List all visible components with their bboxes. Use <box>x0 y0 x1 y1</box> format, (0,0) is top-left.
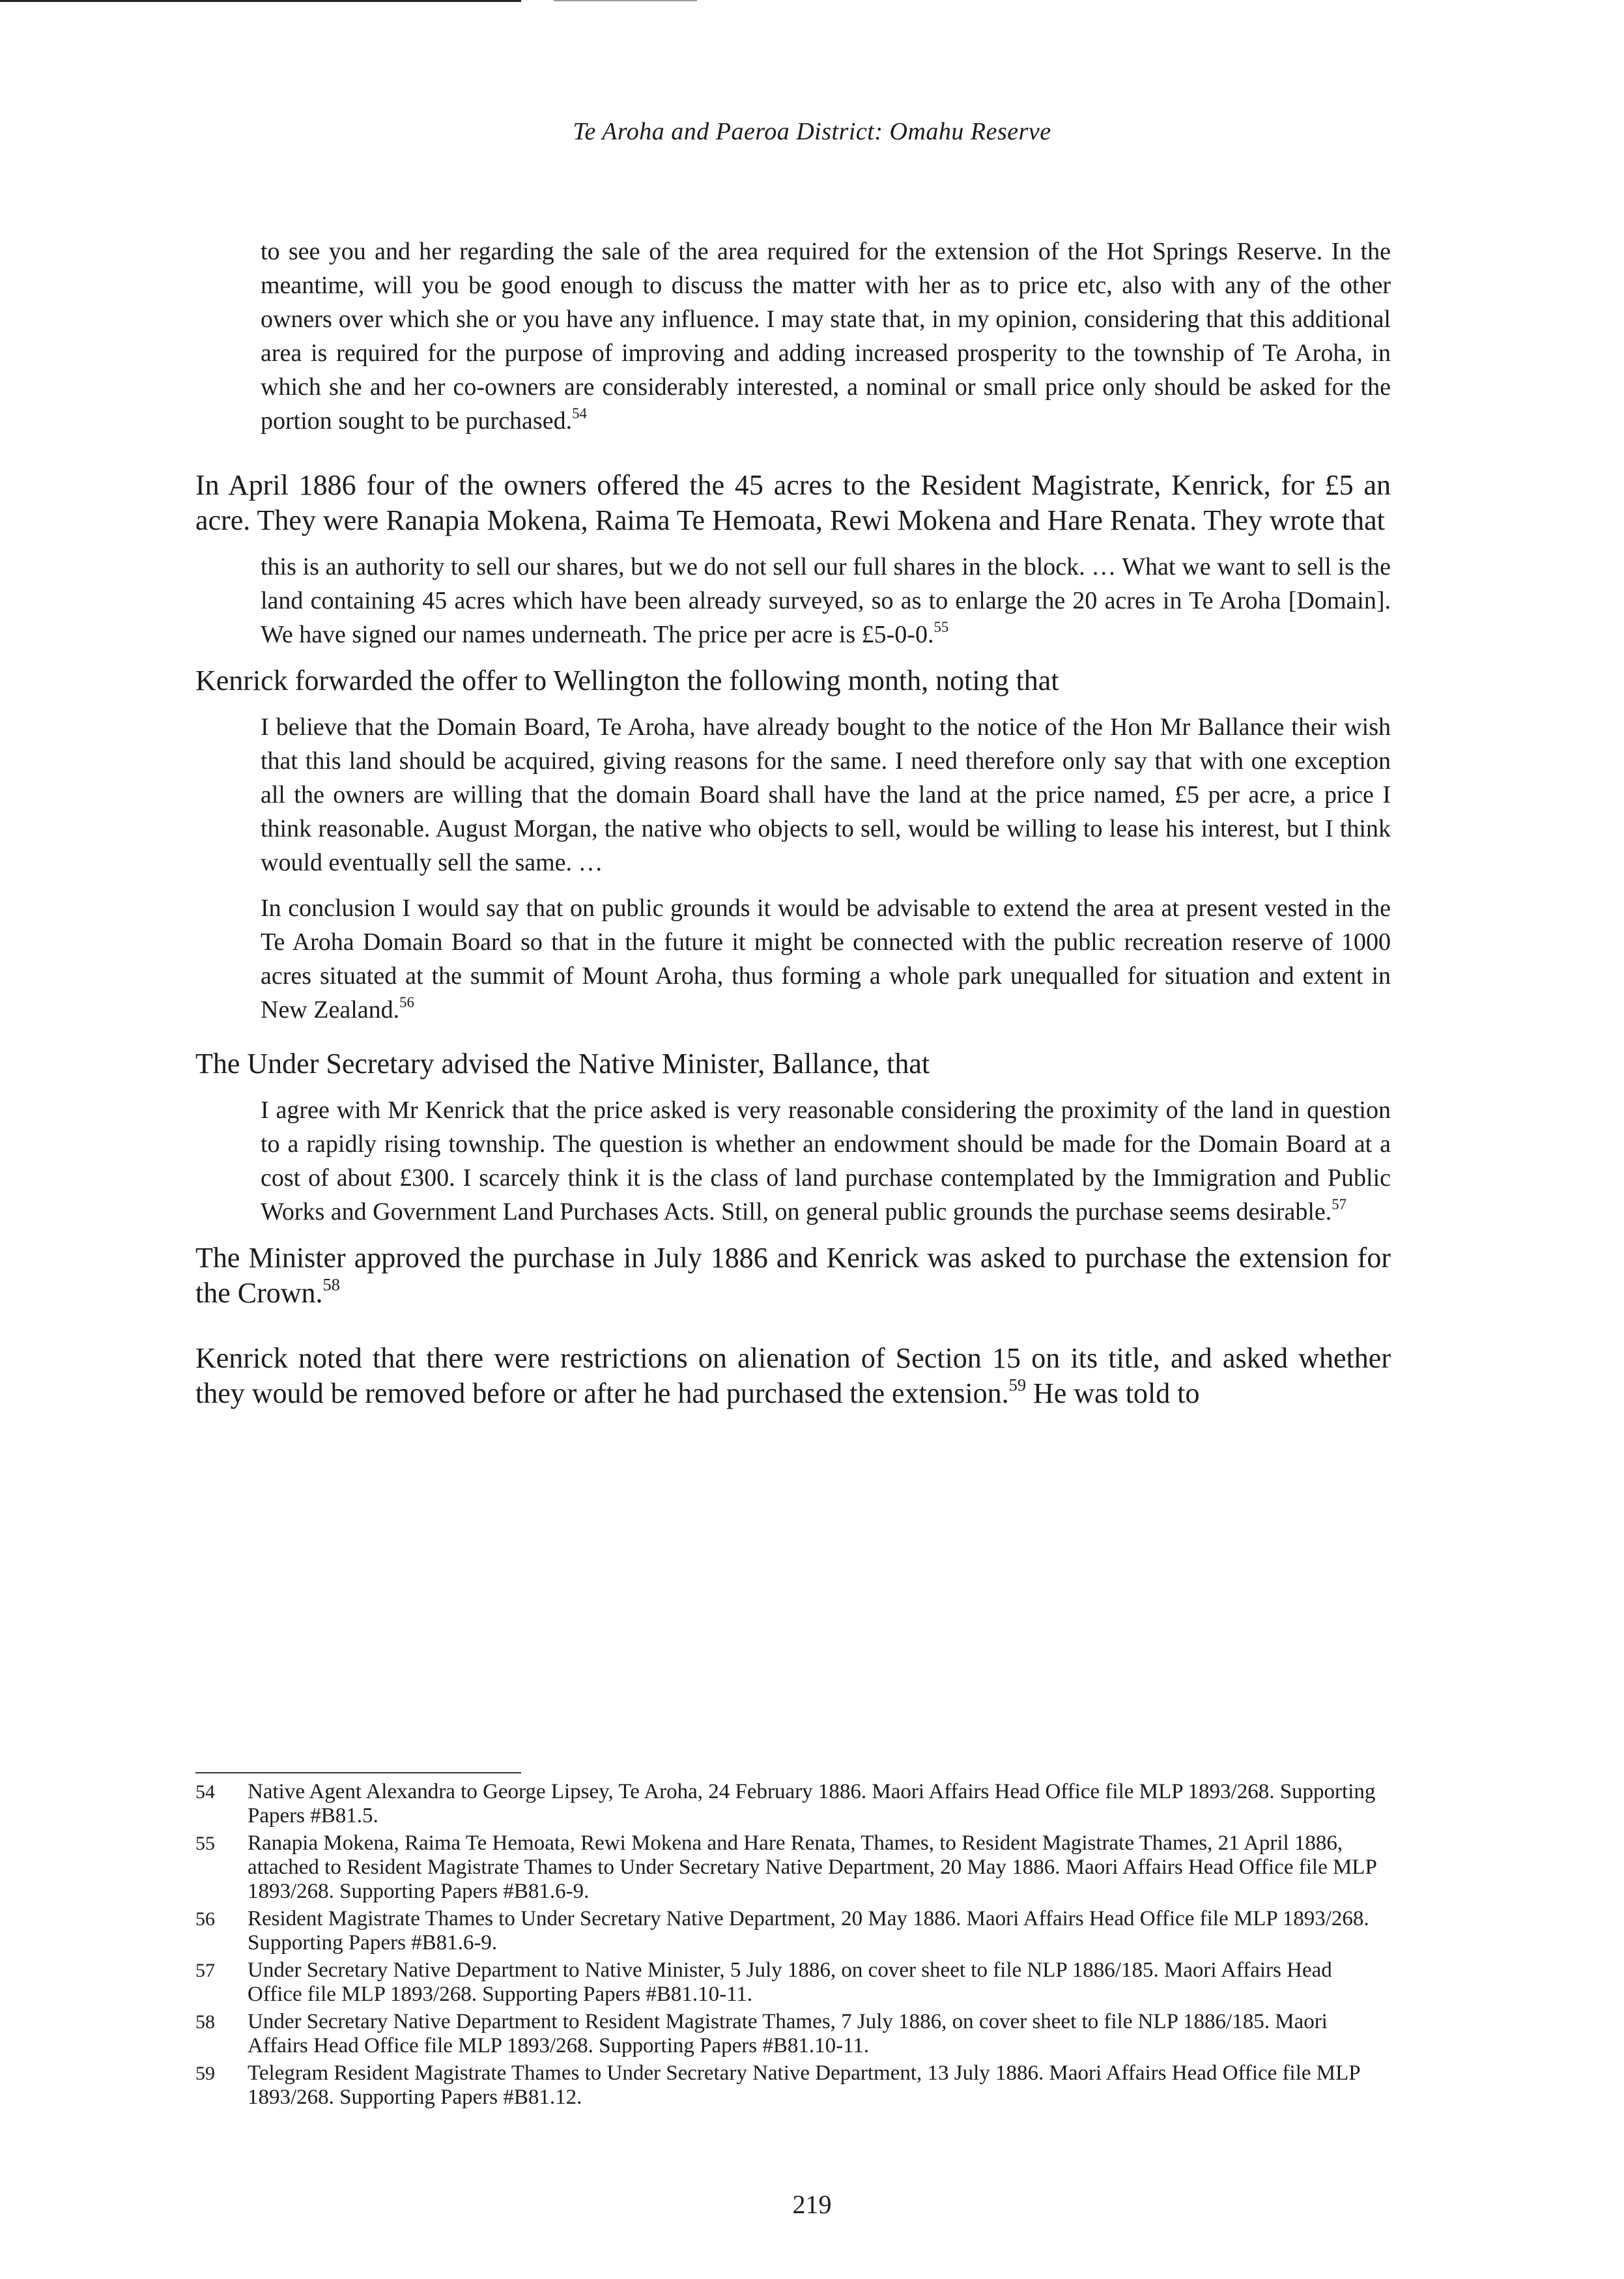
main-text <box>195 235 1391 1411</box>
footnote-number: 58 <box>195 2011 215 2033</box>
footnote-text: Resident Magistrate Thames to Under Secretary Native Department, 20 May 1886. Maori Affairs Head Office file MLP 1893/268. Supporting Papers #B81.6-9. <box>248 1907 1369 1955</box>
footnote-text: Telegram Resident Magistrate Thames to Under Secretary Native Department, 13 July 1886. Maori Affairs Head Office file MLP 1893/268. Supporting Papers #B81.12. <box>248 2061 1360 2109</box>
footnote-ref: 58 <box>322 1274 340 1295</box>
footnote <box>195 2061 1391 2110</box>
footnote-ref: 54 <box>572 405 587 422</box>
body-paragraph: In April 1886 four of the owners offered the 45 acres to the Resident Magistrate, Kenrick, for £5 an acre. They were Ranapia Mokena, Raima Te Hemoata, Rewi Mokena and Hare Renata. They wrote that <box>195 469 1391 536</box>
footnote-text: Native Agent Alexandra to George Lipsey, Te Aroha, 24 February 1886. Maori Affairs Head Office file MLP 1893/268. Supporting Papers #B81.5. <box>248 1780 1376 1828</box>
footnote-ref: 59 <box>1008 1375 1027 1395</box>
footnote-text: Ranapia Mokena, Raima Te Hemoata, Rewi Mokena and Hare Renata, Thames, to Resident Magistrate Thames, 21 April 1886, attached to Resident Magistrate Thames to Under Secretary Native Department, 20 May 1886. Maori Affairs Head Office file MLP 1893/268. Supporting Papers #B81.6-9. <box>248 1831 1376 1903</box>
block-quote: I believe that the Domain Board, Te Aroha, have already bought to the notice of the Hon Mr Ballance their wish that this land should be acquired, giving reasons for the same. I need therefore only say that with one exception all the owners are willing that the domain Board shall have the land at the price named, £5 per acre, a price I think reasonable. August Morgan, the native who objects to sell, would be willing to lease his interest, but I think would eventually sell the same. … <box>261 713 1391 876</box>
block-quote: In conclusion I would say that on public grounds it would be advisable to extend the area at present vested in the Te Aroha Domain Board so that in the future it might be connected with the public recreation reserve of 1000 acres situated at the summit of Mount Aroha, thus forming a whole park unequalled for situation and extent in New Zealand.$^{56}$ <box>261 895 1391 1024</box>
body-paragraph: Kenrick forwarded the offer to Wellington the following month, noting that <box>195 665 1059 696</box>
footnote-text: Under Secretary Native Department to Native Minister, 5 July 1886, on cover sheet to file NLP 1886/185. Maori Affairs Head Office file MLP 1893/268. Supporting Papers #B81.10-11. <box>248 1958 1332 2006</box>
footnote-number: 56 <box>195 1908 215 1930</box>
page-number: 219 <box>792 2190 832 2219</box>
footnote-rule <box>195 1772 521 1773</box>
top-rule <box>0 0 521 2</box>
body-paragraph: The Under Secretary advised the Native Minister, Ballance, that <box>195 1048 930 1080</box>
footnote-number: 59 <box>195 2063 215 2084</box>
body-paragraph: Kenrick noted that there were restrictions on alienation of Section 15 on its title, and asked whether they would be removed before or after he had purchased the extension.$^{59}$ He was told to <box>195 1342 1391 1409</box>
footnotes <box>195 1772 1391 2113</box>
footnote-number: 54 <box>195 1781 215 1803</box>
footnote <box>195 2010 1391 2058</box>
top-rule-fragment <box>554 0 697 1</box>
footnote <box>195 1831 1391 1904</box>
footnote-text: Under Secretary Native Department to Resident Magistrate Thames, 7 July 1886, on cover sheet to file NLP 1886/185. Maori Affairs Head Office file MLP 1893/268. Supporting Papers #B81.10-11. <box>248 2010 1328 2057</box>
footnote <box>195 1958 1391 2007</box>
body-paragraph: The Minister approved the purchase in July 1886 and Kenrick was asked to purchase the extension for the Crown.$^{58}$ <box>195 1242 1391 1309</box>
footnote-ref: 56 <box>399 994 414 1011</box>
footnote-ref: 55 <box>933 619 949 636</box>
block-quote: to see you and her regarding the sale of the area required for the extension of the Hot Springs Reserve. In the meantime, will you be good enough to discuss the matter with her as to price etc, also with any of the other owners over which she or you have any influence. I may state that, in my opinion, considering that this additional area is required for the purpose of improving and adding increased prosperity to the township of Te Aroha, in which she and her co-owners are considerably interested, a nominal or small price only should be asked for the portion sought to be purchased.$^{54}$ <box>261 238 1391 435</box>
running-head: Te Aroha and Paeroa District: Omahu Reserve <box>573 118 1051 145</box>
footnote-ref: 57 <box>1332 1196 1347 1213</box>
block-quote: I agree with Mr Kenrick that the price asked is very reasonable considering the proximity of the land in question to a rapidly rising township. The question is whether an endowment should be made for the Domain Board at a cost of about £300. I scarcely think it is the class of land purchase contemplated by the Immigration and Public Works and Government Land Purchases Acts. Still, on general public grounds the purchase seems desirable.$^{57}$ <box>261 1096 1391 1226</box>
block-quote: this is an authority to sell our shares, but we do not sell our full shares in the block. … What we want to sell is the land containing 45 acres which have been already surveyed, so as to enlarge the 20 acres in Te Aroha [Domain]. We have signed our names underneath. The price per acre is £5-0-0.55 <box>261 553 1391 648</box>
footnote-number: 55 <box>195 1833 215 1854</box>
footnote <box>195 1780 1391 1828</box>
footnote-number: 57 <box>195 1960 215 1981</box>
footnote <box>195 1907 1391 1955</box>
